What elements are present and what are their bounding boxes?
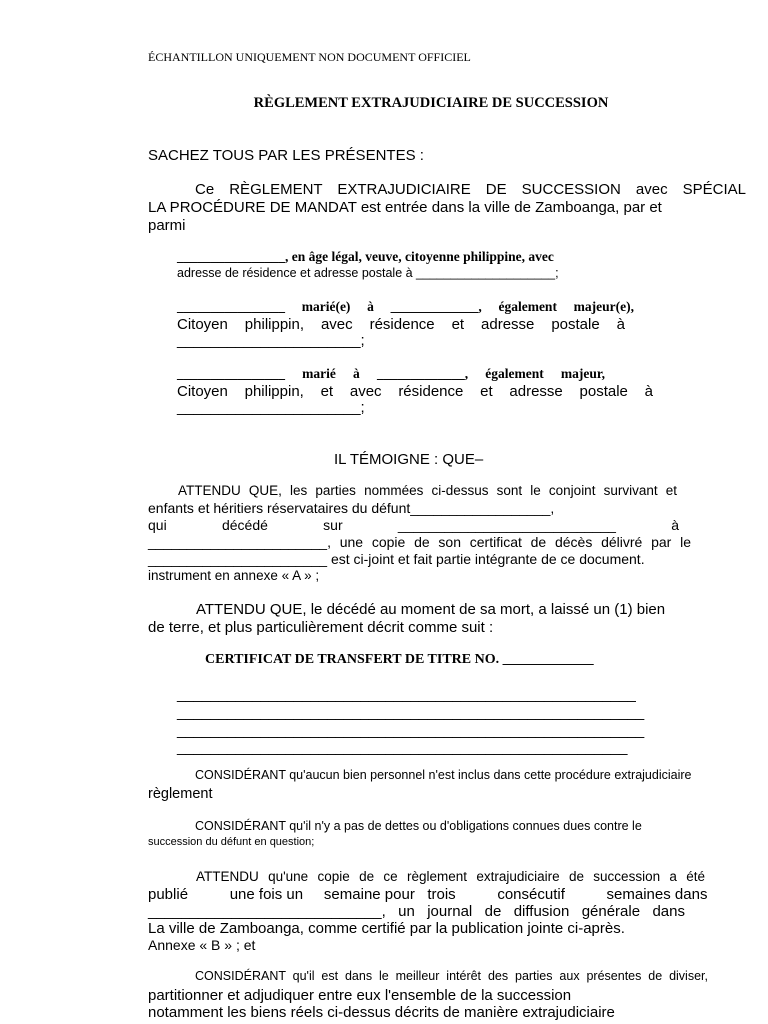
considering-3-line-1: CONSIDÉRANT qu'il est dans le meilleur intérêt des parties aux présentes de diviser, (195, 969, 708, 983)
sample-disclaimer: ÉCHANTILLON UNIQUEMENT NON DOCUMENT OFFICIEL (148, 50, 471, 64)
intro-line-2: LA PROCÉDURE DE MANDAT est entrée dans la ville de Zamboanga, par et (148, 199, 662, 216)
title-certificate-heading: CERTIFICAT DE TRANSFERT DE TITRE NO. _____________ (205, 652, 594, 667)
party-2-line-3: ______________________; (177, 332, 365, 349)
whereas-1-line-3: qui décédé sur ____________________________ à (148, 517, 679, 533)
party-3-line-1: ________________ marié à _____________, également majeur, (177, 366, 605, 381)
considering-3-line-3: notamment les biens réels ci-dessus décrits de manière extrajudiciaire (148, 1004, 615, 1021)
party-3-line-3: ______________________; (177, 399, 365, 416)
whereas-1-line-6: instrument en annexe « A » ; (148, 568, 320, 583)
intro-line-3: parmi (148, 217, 186, 234)
witness-heading: IL TÉMOIGNE : QUE– (334, 451, 484, 468)
considering-2-line-1: CONSIDÉRANT qu'il n'y a pas de dettes ou d'obligations connues dues contre le (195, 819, 642, 833)
considering-1-line-1: CONSIDÉRANT qu'aucun bien personnel n'est inclus dans cette procédure extrajudiciaire (195, 768, 692, 782)
whereas-2-line-2: de terre, et plus particulièrement décrit comme suit : (148, 619, 494, 636)
description-line: ________________________________________________________ (177, 704, 645, 721)
intro-line-1: Ce RÈGLEMENT EXTRAJUDICIAIRE DE SUCCESSION avec SPÉCIAL (195, 181, 746, 198)
party-1-line-1: ________________, en âge légal, veuve, citoyenne philippine, avec (177, 249, 554, 264)
document-title: RÈGLEMENT EXTRAJUDICIAIRE DE SUCCESSION (253, 95, 609, 111)
whereas-3-line-3: ____________________________, un journal de diffusion générale dans (148, 903, 685, 920)
considering-3-line-2: partitionner et adjudiquer entre eux l'ensemble de la succession (148, 987, 572, 1004)
party-1-line-2: adresse de résidence et adresse postale à ____________________; (177, 266, 559, 280)
intro-greeting: SACHEZ TOUS PAR LES PRÉSENTES : (148, 147, 424, 164)
considering-2-line-2: succession du défunt en question; (148, 836, 315, 848)
description-line: _______________________________________________________ (177, 686, 636, 703)
whereas-1-line-4: _______________________, une copie de son certificat de décès délivré par le (148, 534, 691, 550)
whereas-1-line-2: enfants et héritiers réservataires du défunt__________________, (148, 500, 555, 516)
whereas-1-line-5: _______________________ est ci-joint et fait partie intégrante de ce document. (148, 551, 645, 567)
whereas-2-line-1: ATTENDU QUE, le décédé au moment de sa mort, a laissé un (1) bien (196, 601, 666, 618)
party-2-line-1: ________________ marié(e) à _____________, également majeur(e), (177, 299, 634, 314)
whereas-3-line-1: ATTENDU qu'une copie de ce règlement extrajudiciaire de succession a été (196, 869, 705, 884)
description-line: ________________________________________________________ (177, 722, 645, 739)
whereas-3-line-2: publié une fois un semaine pour trois consécutif semaines dans (148, 886, 708, 903)
whereas-3-line-5: Annexe « B » ; et (148, 937, 256, 953)
whereas-1-line-1: ATTENDU QUE, les parties nommées ci-dessus sont le conjoint survivant et (178, 483, 677, 498)
party-2-line-2: Citoyen philippin, avec résidence et adresse postale à (177, 316, 625, 333)
whereas-3-line-4: La ville de Zamboanga, comme certifié par la publication jointe ci-après. (148, 920, 625, 937)
considering-1-line-2: règlement (148, 786, 213, 802)
party-3-line-2: Citoyen philippin, et avec résidence et adresse postale à (177, 383, 653, 400)
description-line: ______________________________________________________ (177, 739, 628, 756)
